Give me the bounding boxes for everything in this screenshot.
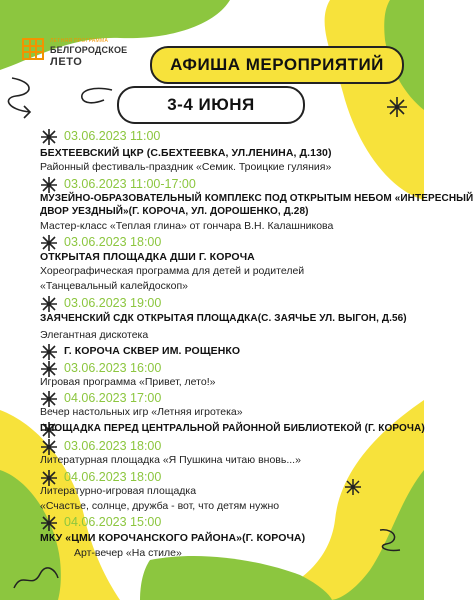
event-description: «Танцевальный калейдоскоп» [40, 280, 188, 292]
event-datetime: 03.06.2023 16:00 [64, 361, 162, 375]
event-description: Игровая программа «Привет, лето!» [40, 376, 216, 388]
event-venue: ЗАЯЧЕНСКИЙ СДК ОТКРЫТАЯ ПЛОЩАДКА(С. ЗАЯЧЬЕ УЛ. ВЫГОН, Д.56) [40, 313, 407, 324]
event-description: Литературно-игровая площадка [40, 485, 197, 497]
event-datetime: 04.06.2023 18:00 [64, 470, 162, 484]
event-venue: МУЗЕЙНО-ОБРАЗОВАТЕЛЬНЫЙ КОМПЛЕКС ПОД ОТКРЫТЫМ НЕБОМ «ИНТЕРЕСНЫЙ [40, 193, 473, 204]
event-description: Хореографическая программа для детей и родителей [40, 265, 305, 277]
date-range: 3-4 ИЮНЯ [167, 95, 255, 114]
event-venue: Г. КОРОЧА СКВЕР ИМ. РОЩЕНКО [64, 345, 241, 357]
event-description: «Счастье, солнце, дружба - вот, что детям нужно [40, 500, 280, 512]
asterisk-icon [40, 176, 58, 194]
event-datetime: 03.06.2023 11:00-17:00 [64, 177, 196, 191]
event-description: Районный фестиваль-праздник «Семик. Троицкие гуляния» [40, 161, 332, 173]
event-datetime: 03.06.2023 18:00 [64, 439, 162, 453]
event-description: Вечер настольных игр «Летняя игротека» [40, 406, 243, 418]
event-venue: ОТКРЫТАЯ ПЛОЩАДКА ДШИ Г. КОРОЧА [40, 251, 255, 263]
event-venue: БЕХТЕЕВСКИЙ ЦКР (С.БЕХТЕЕВКА, УЛ.ЛЕНИНА, Д.130) [40, 147, 332, 159]
event-datetime: 04.06.2023 15:00 [64, 515, 162, 529]
event-datetime: 03.06.2023 11:00 [64, 129, 161, 143]
poster-title: АФИША МЕРОПРИЯТИЙ [170, 55, 384, 74]
asterisk-icon [40, 514, 58, 532]
event-description: Элегантная дискотека [40, 329, 149, 341]
event-description: Мастер-класс «Теплая глина» от гончара В.Н. Калашникова [40, 220, 334, 232]
logo-line-1: БЕЛГОРОДСКОЕ [50, 45, 128, 55]
event-datetime: 04.06.2023 17:00 [64, 391, 162, 405]
logo-small-text: ЛЕТНЯЯ ПРОГРАММА [50, 38, 109, 44]
event-description: Литературная площадка «Я Пушкина читаю вновь...» [40, 454, 301, 466]
event-venue: ПЛОЩАДКА ПЕРЕД ЦЕНТРАЛЬНОЙ РАЙОННОЙ БИБЛИОТЕКОЙ (Г. КОРОЧА) [40, 423, 425, 434]
logo-line-2: ЛЕТО [50, 56, 83, 68]
event-datetime: 03.06.2023 19:00 [64, 296, 162, 310]
event-datetime: 03.06.2023 18:00 [64, 235, 162, 249]
asterisk-icon [40, 343, 58, 361]
event-description: Арт-вечер «На стиле» [74, 547, 182, 559]
event-venue: ДВОР УЕЗДНЫЙ»(Г. КОРОЧА, УЛ. ДОРОШЕНКО, Д.28) [40, 206, 309, 217]
asterisk-icon [40, 295, 58, 313]
asterisk-icon [40, 234, 58, 252]
asterisk-icon [40, 128, 58, 146]
event-venue: МКУ «ЦМИ КОРОЧАНСКОГО РАЙОНА»(Г. КОРОЧА) [40, 532, 306, 544]
